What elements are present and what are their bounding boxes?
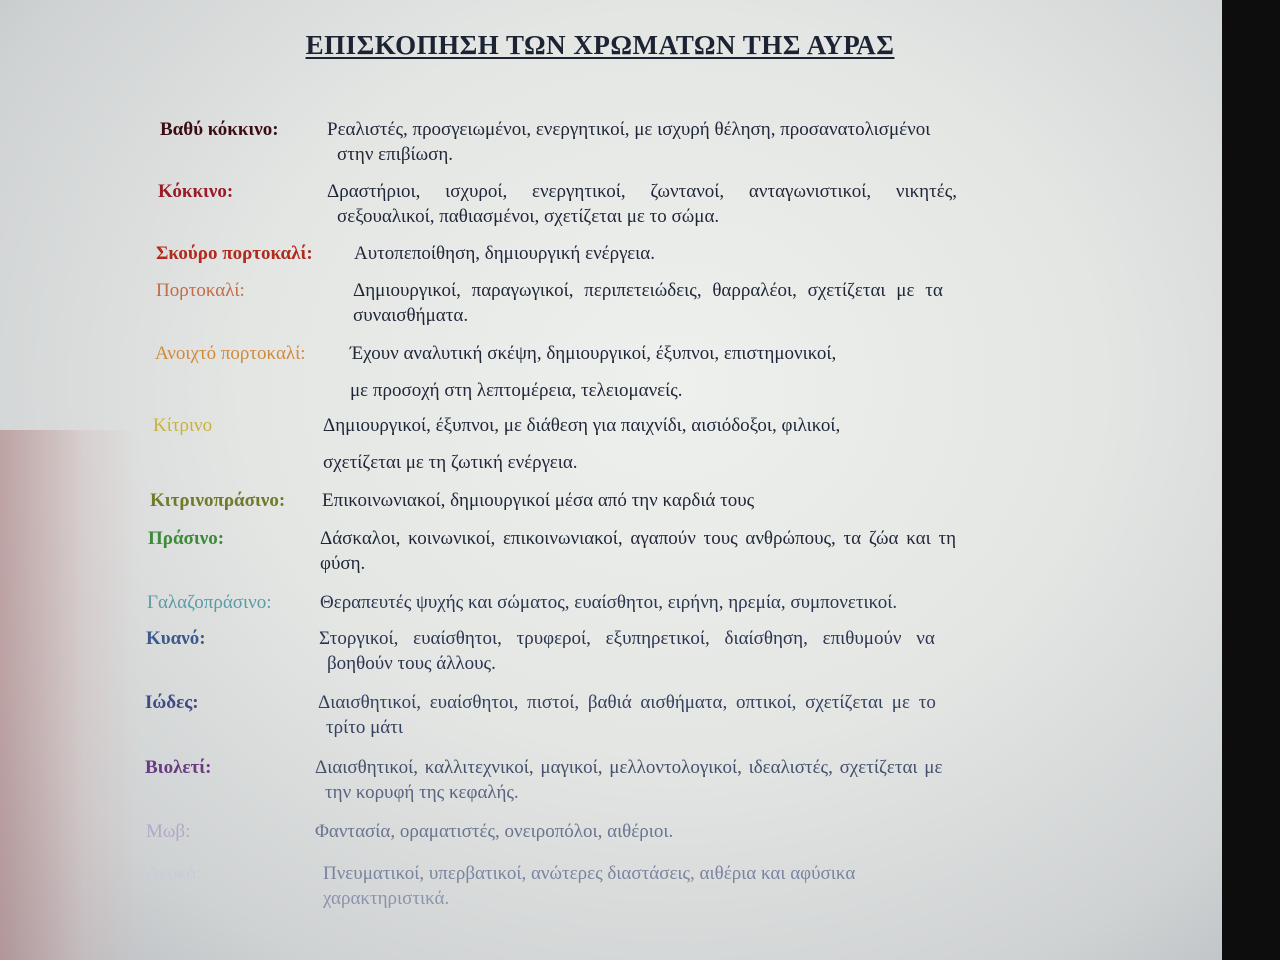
description-line: Αυτοπεποίθηση, δημιουργική ενέργεια. [354,243,655,264]
entry-description [315,755,1060,805]
description-line: στην επιβίωση. [337,144,454,165]
description-line: φύση. [320,553,366,574]
entry-label: Βαθύ κόκκινο: [160,119,279,140]
description-line: τρίτο μάτι [326,717,404,738]
description-line: Θεραπευτές ψυχής και σώματος, ευαίσθητοι, ειρήνη, ηρεμία, συμπονετικοί. [320,592,898,613]
entry-label: Σκούρο πορτοκαλί: [156,243,313,264]
entry-description [320,590,1050,615]
entry-label: Βιολετί: [145,757,212,778]
entry-label: Γαλαζοπράσινο: [147,592,272,613]
description-line: Πνευματικοί, υπερβατικοί, ανώτερες διαστάσεις, αιθέρια και αφύσικα [323,863,856,884]
screen-glare [0,430,140,960]
description-line: Ρεαλιστές, προσγειωμένοι, ενεργητικοί, με ισχυρή θέληση, προσανατολισμένοι [327,119,931,140]
entry-label: Μωβ: [146,821,191,842]
description-line: Έχουν αναλυτική σκέψη, δημιουργικοί, έξυπνοι, επιστημονικοί, [350,343,837,364]
entry-label: Πορτοκαλί: [156,280,245,301]
entry-label: Ιώδες: [145,692,199,713]
entry-label: Κίτρινο [153,415,213,436]
description-line: Φαντασία, οραματιστές, ονειροπόλοι, αιθέριοι. [315,821,674,842]
entry-description [327,117,1047,167]
description-line: συναισθήματα. [353,305,469,326]
entry-description [322,488,1042,513]
entry-label: Κιτρινοπράσινο: [150,490,286,511]
entry-label: Κόκκινο: [158,181,234,202]
entry-label: Λευκό: [146,863,202,884]
entry-description [323,861,1063,911]
entry-description [353,278,1048,328]
entry-description [320,526,1050,576]
description-line: Διαισθητικοί, ευαίσθητοι, πιστοί, βαθιά αισθήματα, οπτικοί, σχετίζεται με το [318,692,936,713]
description-line: σχετίζεται με τη ζωτική ενέργεια. [323,452,578,473]
description-line: Στοργικοί, ευαίσθητοι, τρυφεροί, εξυπηρετικοί, διαίσθηση, επιθυμούν να [319,628,935,649]
monitor-bezel [1222,0,1280,960]
entry-description [315,819,1055,844]
description-line: σεξουαλικοί, παθιασμένοι, σχετίζεται με το σώμα. [337,206,720,227]
entry-description [350,341,1050,403]
description-line: Δάσκαλοι, κοινωνικοί, επικοινωνιακοί, αγαπούν τους ανθρώπους, τα ζώα και τη [320,528,957,549]
entry-label: Ανοιχτό πορτοκαλί: [155,343,306,364]
description-line: Διαισθητικοί, καλλιτεχνικοί, μαγικοί, μελλοντολογικοί, ιδεαλιστές, σχετίζεται με [315,757,943,778]
description-line: Δραστήριοι, ισχυροί, ενεργητικοί, ζωντανοί, ανταγωνιστικοί, νικητές, [327,181,958,202]
entry-description [318,690,1058,740]
entry-description [354,241,1044,266]
description-line: χαρακτηριστικά. [323,888,450,909]
entry-description [327,179,1047,229]
description-line: την κορυφή της κεφαλής. [325,782,519,803]
description-line: Επικοινωνιακοί, δημιουργικοί μέσα από την καρδιά τους [322,490,755,511]
description-line: Δημιουργικοί, παραγωγικοί, περιπετειώδεις, θαρραλέοι, σχετίζεται με τα [353,280,943,301]
description-line: με προσοχή στη λεπτομέρεια, τελειομανείς. [350,380,683,401]
entry-description [323,413,1043,475]
document-title: ΕΠΙΣΚΟΠΗΣΗ ΤΩΝ ΧΡΩΜΑΤΩΝ ΤΗΣ ΑΥΡΑΣ [305,30,895,60]
entry-label: Κυανό: [146,628,206,649]
description-line: βοηθούν τους άλλους. [327,653,496,674]
entry-label: Πράσινο: [148,528,225,549]
description-line: Δημιουργικοί, έξυπνοι, με διάθεση για παιχνίδι, αισιόδοξοι, φιλικοί, [323,415,841,436]
entry-description [319,626,1054,676]
